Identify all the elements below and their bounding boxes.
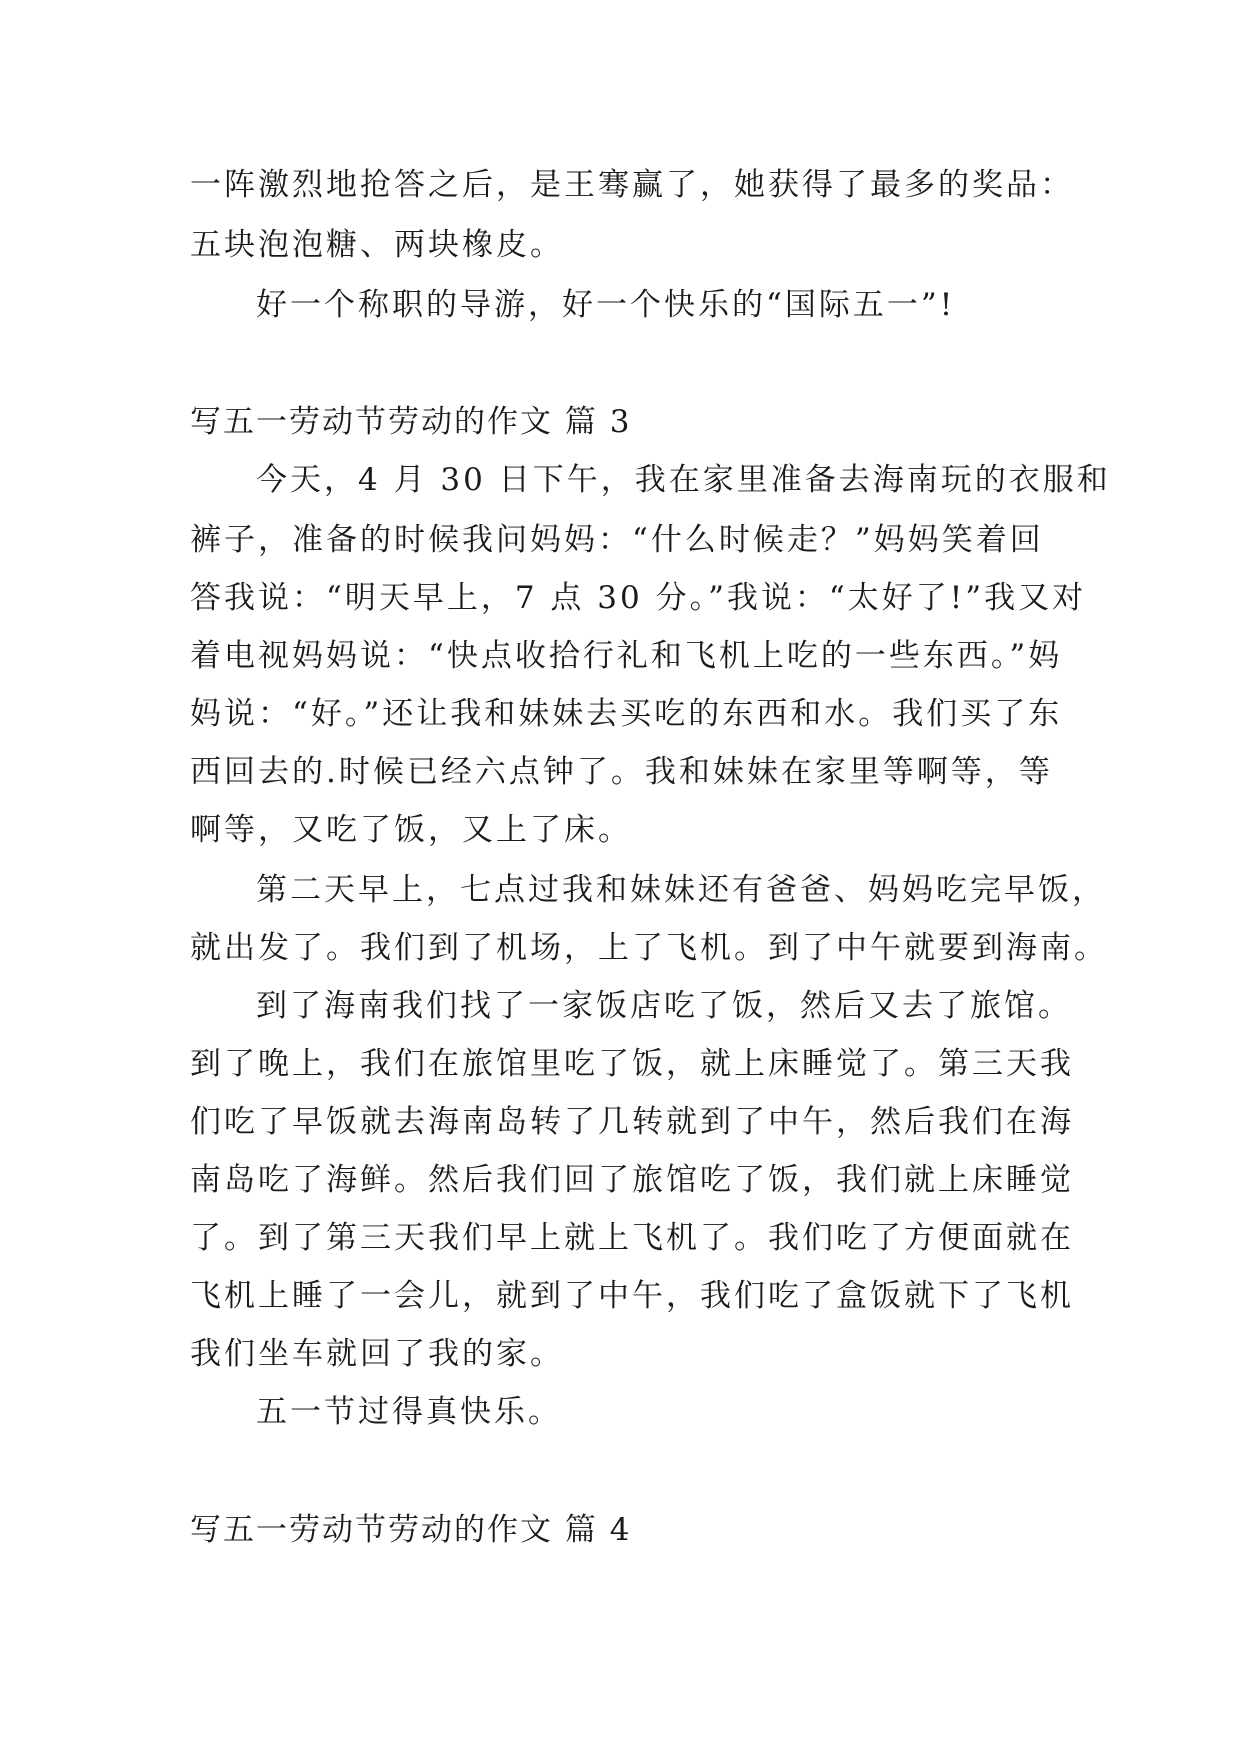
paragraph-line: 今天，4 月 30 日下午，我在家里准备去海南玩的衣服和: [256, 462, 1111, 498]
paragraph-line: 五一节过得真快乐。: [256, 1394, 562, 1430]
paragraph-line: 就出发了。我们到了机场，上了飞机。到了中午就要到海南。: [190, 930, 1108, 966]
section-heading-3: 写五一劳动节劳动的作文 篇 3: [190, 404, 632, 440]
paragraph-line: 到了晚上，我们在旅馆里吃了饭，就上床睡觉了。第三天我: [190, 1046, 1074, 1082]
paragraph-line: 妈说：“好。”还让我和妹妹去买吃的东西和水。我们买了东: [190, 696, 1063, 732]
paragraph-line: 啊等，又吃了饭，又上了床。: [190, 812, 632, 848]
paragraph-line: 了。到了第三天我们早上就上飞机了。我们吃了方便面就在: [190, 1220, 1074, 1256]
paragraph-line: 一阵激烈地抢答之后，是王骞赢了，她获得了最多的奖品：: [190, 167, 1074, 203]
paragraph-line: 西回去的.时候已经六点钟了。我和妹妹在家里等啊等，等: [190, 754, 1053, 790]
paragraph-line: 五块泡泡糖、两块橡皮。: [190, 227, 564, 263]
paragraph-line: 们吃了早饭就去海南岛转了几转就到了中午，然后我们在海: [190, 1104, 1074, 1140]
paragraph-line: 裤子，准备的时候我问妈妈：“什么时候走？”妈妈笑着回: [190, 522, 1044, 558]
paragraph-line: 答我说：“明天早上，7 点 30 分。”我说：“太好了!”我又对: [190, 580, 1087, 616]
section-heading-4: 写五一劳动节劳动的作文 篇 4: [190, 1512, 632, 1548]
paragraph-line: 到了海南我们找了一家饭店吃了饭，然后又去了旅馆。: [256, 988, 1072, 1024]
paragraph-line: 飞机上睡了一会儿，就到了中午，我们吃了盒饭就下了飞机: [190, 1278, 1074, 1314]
paragraph-line: 南岛吃了海鲜。然后我们回了旅馆吃了饭，我们就上床睡觉: [190, 1162, 1074, 1198]
paragraph-line: 我们坐车就回了我的家。: [190, 1336, 564, 1372]
paragraph-line: 好一个称职的导游，好一个快乐的“国际五一”!: [256, 287, 956, 323]
paragraph-line: 着电视妈妈说：“快点收拾行礼和飞机上吃的一些东西。”妈: [190, 638, 1063, 674]
paragraph-line: 第二天早上，七点过我和妹妹还有爸爸、妈妈吃完早饭，: [256, 872, 1106, 908]
